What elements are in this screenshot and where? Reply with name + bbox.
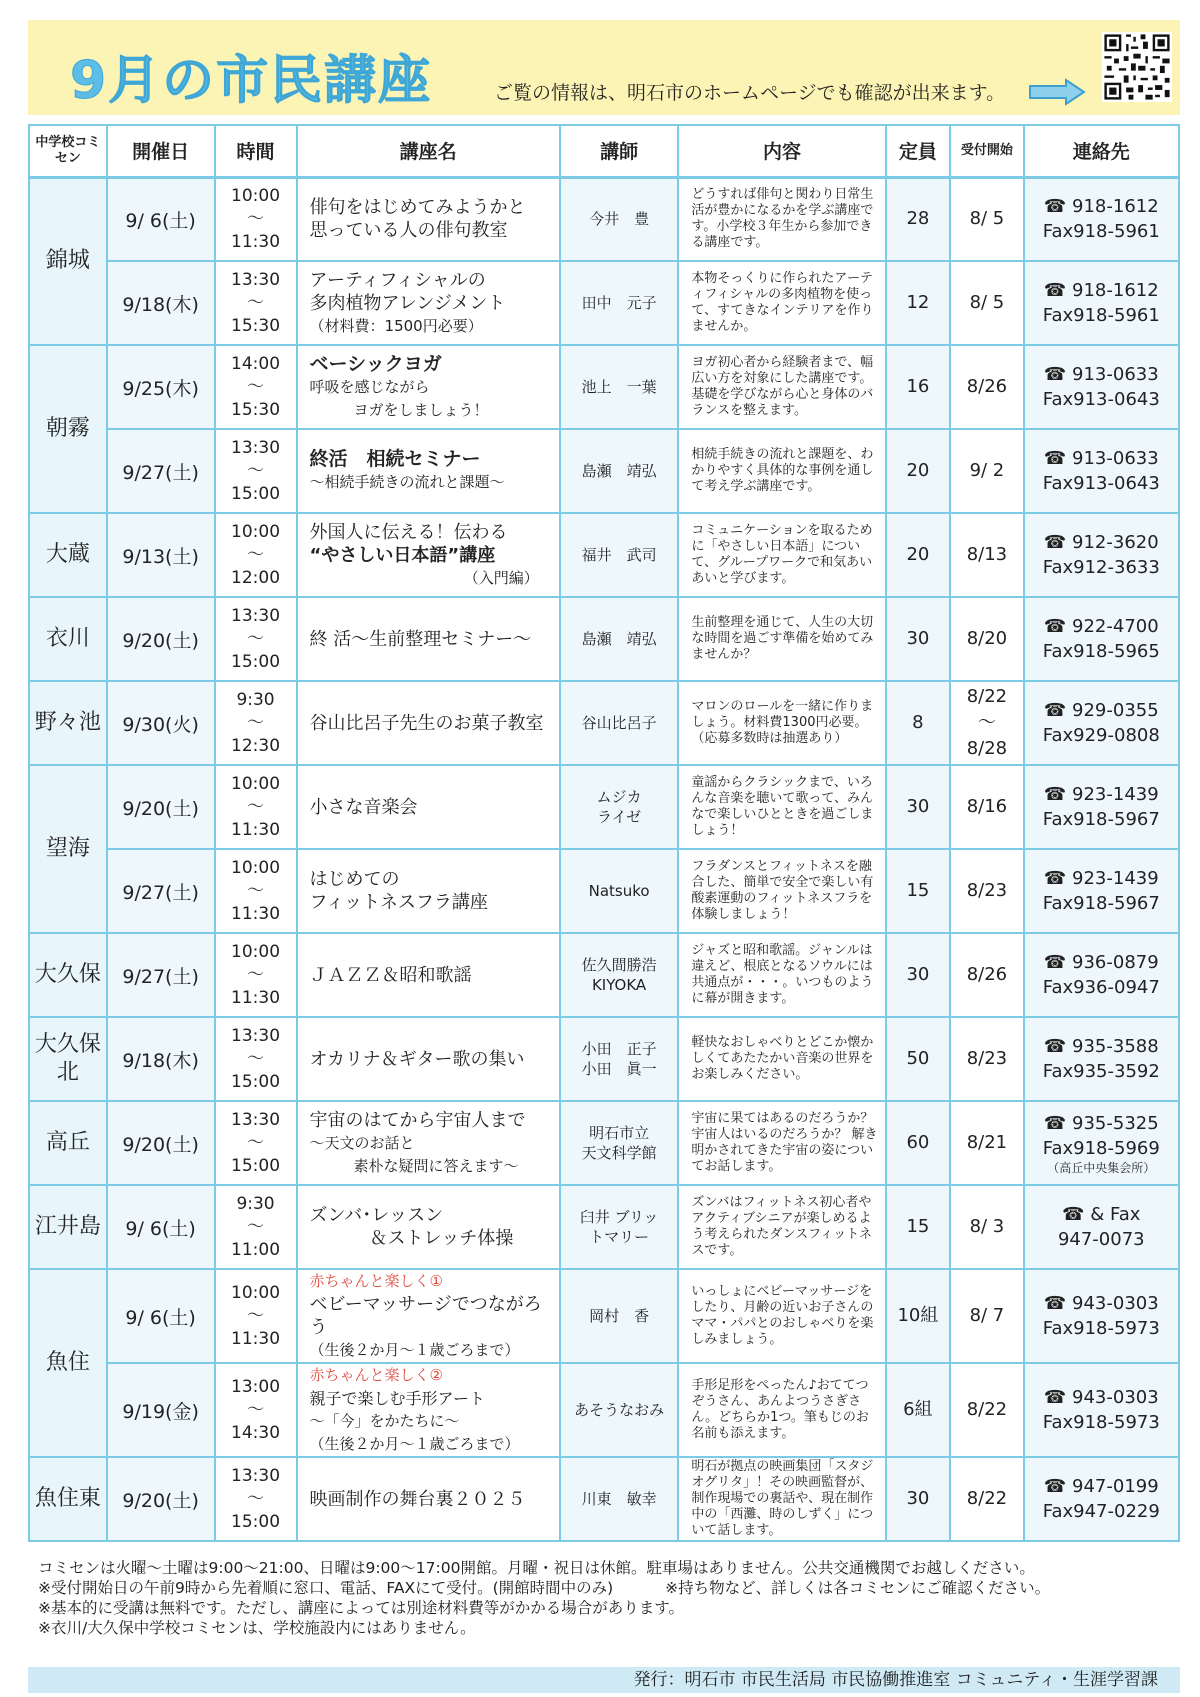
table-row — [29, 513, 1179, 597]
content-cell: 軽快なおしゃべりとどこか懐かしくてあたたかい音楽の世界をお楽しみください。 — [678, 1017, 885, 1101]
capacity-cell: 28 — [886, 177, 951, 261]
venue-cell: 高丘 — [29, 1101, 107, 1185]
content-cell: ヨガ初心者から経験者まで、幅広い方を対象にした講座です。基礎を学びながら心と身体のバランスを整えます。 — [678, 345, 885, 429]
course-table — [28, 124, 1180, 1542]
contact-cell: ☎ 943-0303 Fax918-5973 — [1024, 1269, 1179, 1363]
capacity-cell: 30 — [886, 1457, 951, 1541]
phone-icon: ☎ — [1043, 1387, 1067, 1408]
time-cell: 13:30 ～ 15:00 — [215, 1017, 297, 1101]
contact-cell: ☎ 943-0303 Fax918-5973 — [1024, 1363, 1179, 1457]
time-cell: 14:00 ～ 15:30 — [215, 345, 297, 429]
date-cell: 9/27(土) — [107, 849, 215, 933]
lecturer-cell: 島瀬 靖弘 — [560, 597, 679, 681]
capacity-cell: 60 — [886, 1101, 951, 1185]
capacity-cell: 50 — [886, 1017, 951, 1101]
course-name-cell: 終活 相続セミナー ～相続手続きの流れと課題～ — [297, 429, 560, 513]
lecturer-cell: 岡村 香 — [560, 1269, 679, 1363]
course-name-cell: 谷山比呂子先生のお菓子教室 — [297, 681, 560, 765]
publisher-bar: 発行：明石市 市民生活局 市民協働推進室 コミュニティ・生涯学習課 — [28, 1667, 1180, 1693]
time-cell: 10:00 ～ 12:00 — [215, 513, 297, 597]
col-time: 時間 — [215, 125, 297, 177]
venue-cell: 朝霧 — [29, 345, 107, 513]
phone-icon: ☎ — [1043, 616, 1067, 637]
capacity-cell: 30 — [886, 933, 951, 1017]
venue-cell: 大蔵 — [29, 513, 107, 597]
content-cell: どうすれば俳句と関わり日常生活が豊かになるかを学ぶ講座です。小学校３年生から参加できる講座です。 — [678, 177, 885, 261]
venue-cell: 魚住 — [29, 1269, 107, 1457]
col-capacity: 定員 — [886, 125, 951, 177]
time-cell: 13:30 ～ 15:00 — [215, 429, 297, 513]
col-lecturer: 講師 — [560, 125, 679, 177]
start-cell: 8/23 — [950, 849, 1023, 933]
venue-cell: 魚住東 — [29, 1457, 107, 1541]
contact-cell: ☎ 936-0879 Fax936-0947 — [1024, 933, 1179, 1017]
table-row — [29, 1017, 1179, 1101]
lecturer-cell: 明石市立 天文科学館 — [560, 1101, 679, 1185]
start-cell: 8/22 ～ 8/28 — [950, 681, 1023, 765]
course-name-cell: アーティフィシャルの 多肉植物アレンジメント （材料費：1500円必要） — [297, 261, 560, 345]
contact-cell: ☎ 912-3620 Fax912-3633 — [1024, 513, 1179, 597]
capacity-cell: 10組 — [886, 1269, 951, 1363]
date-cell: 9/20(土) — [107, 1457, 215, 1541]
qr-code-icon[interactable] — [1102, 32, 1172, 102]
lecturer-cell: 今井 豊 — [560, 177, 679, 261]
lecturer-cell: ムジカ ライゼ — [560, 765, 679, 849]
date-cell: 9/27(土) — [107, 933, 215, 1017]
date-cell: 9/19(金) — [107, 1363, 215, 1457]
time-cell: 9:30 ～ 12:30 — [215, 681, 297, 765]
lecturer-cell: 小田 正子 小田 眞一 — [560, 1017, 679, 1101]
start-cell: 8/22 — [950, 1363, 1023, 1457]
table-header-row — [29, 125, 1179, 177]
date-cell: 9/ 6(土) — [107, 1185, 215, 1269]
course-name-cell: 赤ちゃんと楽しく① ベビーマッサージでつながろう （生後２か月～１歳ごろまで） — [297, 1269, 560, 1363]
time-cell: 13:30 ～ 15:00 — [215, 597, 297, 681]
start-cell: 8/20 — [950, 597, 1023, 681]
phone-icon: ☎ — [1043, 784, 1067, 805]
table-row — [29, 597, 1179, 681]
contact-cell: ☎ 923-1439 Fax918-5967 — [1024, 849, 1179, 933]
date-cell: 9/20(土) — [107, 1101, 215, 1185]
content-cell: 明石が拠点の映画集団「スタジオグリタ」！その映画監督が、制作現場での裏話や、現在制作中の「西灘、時のしずく」について話します。 — [678, 1457, 885, 1541]
start-cell: 8/26 — [950, 933, 1023, 1017]
venue-cell: 野々池 — [29, 681, 107, 765]
time-cell: 9:30 ～ 11:00 — [215, 1185, 297, 1269]
course-name-cell: 映画制作の舞台裏２０２５ — [297, 1457, 560, 1541]
phone-icon: ☎ — [1043, 280, 1067, 301]
contact-cell: ☎ 913-0633 Fax913-0643 — [1024, 345, 1179, 429]
content-cell: 本物そっくりに作られたアーティフィシャルの多肉植物を使って、すてきなインテリアを作りませんか。 — [678, 261, 885, 345]
venue-cell: 望海 — [29, 765, 107, 933]
table-row — [29, 429, 1179, 513]
phone-icon: ☎ — [1043, 868, 1067, 889]
footer-line: コミセンは火曜～土曜は9:00～21:00、日曜は9:00～17:00開館。月曜・祝日は休館。駐車場はありません。公共交通機関でお越しください。 — [38, 1559, 1035, 1577]
table-row — [29, 1457, 1179, 1541]
phone-icon: ☎ — [1043, 532, 1067, 553]
homepage-notice: ご覧の情報は、明石市のホームページでも確認が出来ます。 — [494, 82, 1006, 104]
start-cell: 8/22 — [950, 1457, 1023, 1541]
venue-cell: 錦城 — [29, 177, 107, 345]
col-start: 受付開始 — [950, 125, 1023, 177]
content-cell: フラダンスとフィットネスを融合した、簡単で安全で楽しい有酸素運動のフィットネスフラを体験しましょう！ — [678, 849, 885, 933]
phone-icon: ☎ — [1043, 196, 1067, 218]
start-cell: 8/ 5 — [950, 261, 1023, 345]
capacity-cell: 20 — [886, 513, 951, 597]
lecturer-cell: 佐久間勝浩 KIYOKA — [560, 933, 679, 1017]
venue-cell: 江井島 — [29, 1185, 107, 1269]
date-cell: 9/18(木) — [107, 1017, 215, 1101]
page-title: 9月の市民講座 — [70, 51, 433, 111]
time-cell: 10:00 ～ 11:30 — [215, 849, 297, 933]
time-cell: 13:30 ～ 15:00 — [215, 1457, 297, 1541]
footer-line: ※受付開始日の午前9時から先着順に窓口、電話、FAXにて受付。(開館時間中のみ) ※持ち物など、詳しくは各コミセンにご確認ください。 — [38, 1579, 1051, 1597]
lecturer-cell: あそうなおみ — [560, 1363, 679, 1457]
contact-cell: ☎ 929-0355 Fax929-0808 — [1024, 681, 1179, 765]
col-course-name: 講座名 — [297, 125, 560, 177]
contact-cell: ☎ & Fax 947-0073 — [1024, 1185, 1179, 1269]
lecturer-cell: 川東 敏幸 — [560, 1457, 679, 1541]
content-cell: コミュニケーションを取るために「やさしい日本語」について、グループワークで和気あいあいと学びます。 — [678, 513, 885, 597]
content-cell: 童謡からクラシックまで、いろんな音楽を聴いて歌って、みんなで楽しいひとときを過ごしましょう！ — [678, 765, 885, 849]
lecturer-cell: 池上 一葉 — [560, 345, 679, 429]
contact-cell: ☎ 918-1612 Fax918-5961 — [1024, 177, 1179, 261]
phone-icon: ☎ — [1062, 1204, 1085, 1225]
phone-icon: ☎ — [1043, 952, 1067, 973]
start-cell: 8/16 — [950, 765, 1023, 849]
arrow-right-icon — [1028, 78, 1086, 106]
content-cell: ズンバはフィットネス初心者やアクティブシニアが楽しめるよう考えられたダンスフィットネスです。 — [678, 1185, 885, 1269]
phone-icon: ☎ — [1043, 1036, 1067, 1057]
time-cell: 13:30 ～ 15:30 — [215, 261, 297, 345]
time-cell: 10:00 ～ 11:30 — [215, 1269, 297, 1363]
footer-notes — [38, 1558, 1178, 1638]
col-contact: 連絡先 — [1024, 125, 1179, 177]
course-name-cell: ズンバ･レッスン ＆ストレッチ体操 — [297, 1185, 560, 1269]
time-cell: 10:00 ～ 11:30 — [215, 765, 297, 849]
start-cell: 8/23 — [950, 1017, 1023, 1101]
course-name-cell: 外国人に伝える！伝わる “やさしい日本語”講座 （入門編） — [297, 513, 560, 597]
lecturer-cell: 谷山比呂子 — [560, 681, 679, 765]
date-cell: 9/20(土) — [107, 765, 215, 849]
course-name-cell: 俳句をはじめてみようかと 思っている人の俳句教室 — [297, 177, 560, 261]
table-row — [29, 681, 1179, 765]
contact-cell: ☎ 918-1612 Fax918-5961 — [1024, 261, 1179, 345]
time-cell: 10:00 ～ 11:30 — [215, 933, 297, 1017]
contact-cell: ☎ 922-4700 Fax918-5965 — [1024, 597, 1179, 681]
date-cell: 9/27(土) — [107, 429, 215, 513]
date-cell: 9/20(土) — [107, 597, 215, 681]
date-cell: 9/25(木) — [107, 345, 215, 429]
table-row — [29, 933, 1179, 1017]
time-cell: 10:00 ～ 11:30 — [215, 177, 297, 261]
capacity-cell: 15 — [886, 1185, 951, 1269]
phone-icon: ☎ — [1043, 364, 1067, 385]
lecturer-cell: 福井 武司 — [560, 513, 679, 597]
date-cell: 9/ 6(土) — [107, 177, 215, 261]
content-cell: 生前整理を通じて、人生の大切な時間を過ごす準備を始めてみませんか？ — [678, 597, 885, 681]
capacity-cell: 30 — [886, 765, 951, 849]
lecturer-cell: 島瀬 靖弘 — [560, 429, 679, 513]
phone-icon: ☎ — [1043, 700, 1067, 721]
table-row — [29, 1363, 1179, 1457]
capacity-cell: 15 — [886, 849, 951, 933]
table-row — [29, 177, 1179, 261]
start-cell: 9/ 2 — [950, 429, 1023, 513]
col-date: 開催日 — [107, 125, 215, 177]
date-cell: 9/18(木) — [107, 261, 215, 345]
phone-icon: ☎ — [1043, 448, 1067, 469]
course-name-cell: ベーシックヨガ 呼吸を感じながら ヨガをしましょう！ — [297, 345, 560, 429]
contact-cell: ☎ 935-3588 Fax935-3592 — [1024, 1017, 1179, 1101]
course-name-cell: 終 活～生前整理セミナー～ — [297, 597, 560, 681]
contact-cell: ☎ 935-5325 Fax918-5969 （高丘中央集会所） — [1024, 1101, 1179, 1185]
time-cell: 13:30 ～ 15:00 — [215, 1101, 297, 1185]
capacity-cell: 8 — [886, 681, 951, 765]
content-cell: 宇宙に果てはあるのだろうか？宇宙人はいるのだろうか？ 解き明かされてきた宇宙の姿についてお話します。 — [678, 1101, 885, 1185]
course-name-cell: 宇宙のはてから宇宙人まで ～天文のお話と 素朴な疑問に答えます～ — [297, 1101, 560, 1185]
start-cell: 8/ 5 — [950, 177, 1023, 261]
phone-icon: ☎ — [1043, 1113, 1067, 1134]
start-cell: 8/21 — [950, 1101, 1023, 1185]
table-row — [29, 261, 1179, 345]
date-cell: 9/ 6(土) — [107, 1269, 215, 1363]
start-cell: 8/ 7 — [950, 1269, 1023, 1363]
table-row — [29, 345, 1179, 429]
start-cell: 8/ 3 — [950, 1185, 1023, 1269]
course-name-cell: 小さな音楽会 — [297, 765, 560, 849]
phone-icon: ☎ — [1043, 1476, 1067, 1497]
capacity-cell: 20 — [886, 429, 951, 513]
contact-cell: ☎ 947-0199 Fax947-0229 — [1024, 1457, 1179, 1541]
contact-cell: ☎ 913-0633 Fax913-0643 — [1024, 429, 1179, 513]
lecturer-cell: Natsuko — [560, 849, 679, 933]
venue-cell: 衣川 — [29, 597, 107, 681]
header-banner — [28, 20, 1180, 115]
content-cell: 相続手続きの流れと課題を、わかりやすく具体的な事例を通して考え学ぶ講座です。 — [678, 429, 885, 513]
phone-icon: ☎ — [1043, 1293, 1067, 1314]
course-name-cell: オカリナ＆ギター歌の集い — [297, 1017, 560, 1101]
content-cell: いっしょにベビーマッサージをしたり、月齢の近いお子さんのママ・パパとのおしゃべりを楽しみましょう。 — [678, 1269, 885, 1363]
venue-cell: 大久保北 — [29, 1017, 107, 1101]
table-row — [29, 849, 1179, 933]
venue-cell: 大久保 — [29, 933, 107, 1017]
course-name-cell: 赤ちゃんと楽しく② 親子で楽しむ手形アート ～「今」をかたちに～ （生後２か月～１歳ごろまで） — [297, 1363, 560, 1457]
capacity-cell: 30 — [886, 597, 951, 681]
content-cell: ジャズと昭和歌謡。ジャンルは違えど、根底となるソウルには共通点が・・・。いつものように幕が開きます。 — [678, 933, 885, 1017]
course-name-cell: はじめての フィットネスフラ講座 — [297, 849, 560, 933]
capacity-cell: 16 — [886, 345, 951, 429]
col-venue: 中学校コミセン — [29, 125, 107, 177]
table-row — [29, 1269, 1179, 1363]
lecturer-cell: 臼井 ブリッ トマリー — [560, 1185, 679, 1269]
start-cell: 8/13 — [950, 513, 1023, 597]
date-cell: 9/13(土) — [107, 513, 215, 597]
footer-line: ※基本的に受講は無料です。ただし、講座によっては別途材料費等がかかる場合があります。 — [38, 1599, 685, 1617]
course-name-cell: ＪＡＺＺ＆昭和歌謡 — [297, 933, 560, 1017]
capacity-cell: 12 — [886, 261, 951, 345]
table-row — [29, 1185, 1179, 1269]
content-cell: 手形足形をぺったん♪おててつぞうさん、あんよつうさぎさん。どちらか1つ。筆もじのお名前も添えます。 — [678, 1363, 885, 1457]
col-content: 内容 — [678, 125, 885, 177]
date-cell: 9/30(火) — [107, 681, 215, 765]
contact-cell: ☎ 923-1439 Fax918-5967 — [1024, 765, 1179, 849]
lecturer-cell: 田中 元子 — [560, 261, 679, 345]
table-row — [29, 765, 1179, 849]
content-cell: マロンのロールを一緒に作りましょう。材料費1300円必要。（応募多数時は抽選あり） — [678, 681, 885, 765]
footer-line: ※衣川/大久保中学校コミセンは、学校施設内にはありません。 — [38, 1619, 476, 1637]
table-row — [29, 1101, 1179, 1185]
capacity-cell: 6組 — [886, 1363, 951, 1457]
start-cell: 8/26 — [950, 345, 1023, 429]
time-cell: 13:00 ～ 14:30 — [215, 1363, 297, 1457]
